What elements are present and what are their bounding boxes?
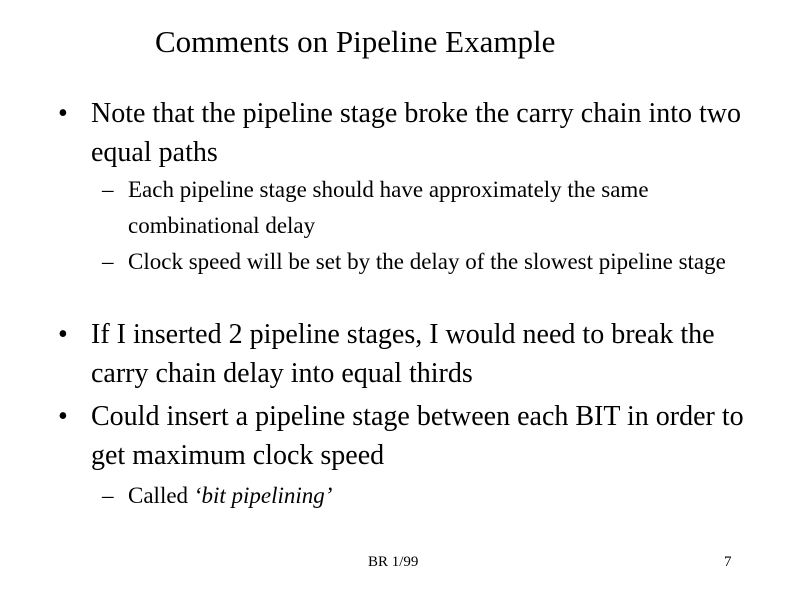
sub-bullet-prefix: Called bbox=[128, 483, 194, 508]
bullet-marker: • bbox=[58, 319, 68, 350]
dash-marker: – bbox=[102, 177, 114, 202]
bullet-marker: • bbox=[58, 98, 68, 129]
footer-label: BR 1/99 bbox=[368, 554, 419, 570]
page-number: 7 bbox=[724, 554, 732, 570]
bullet-text: If I inserted 2 pipeline stages, I would need to break the carry chain delay into equal thirds bbox=[91, 319, 715, 389]
dash-marker: – bbox=[102, 249, 114, 274]
slide-title: Comments on Pipeline Example bbox=[155, 24, 556, 59]
sub-bullet-emphasis: ‘bit pipelining’ bbox=[193, 483, 333, 508]
sub-bullet-text: Each pipeline stage should have approximately the same combinational delay bbox=[128, 177, 649, 238]
bullet-text: Note that the pipeline stage broke the carry chain into two equal paths bbox=[91, 98, 742, 168]
sub-bullet-text: Clock speed will be set by the delay of the slowest pipeline stage bbox=[128, 249, 726, 274]
bullet-marker: • bbox=[58, 401, 68, 432]
dash-marker: – bbox=[102, 483, 114, 508]
bullet-text: Could insert a pipeline stage between each BIT in order to get maximum clock speed bbox=[91, 401, 744, 471]
sub-bullet-text bbox=[128, 478, 768, 514]
